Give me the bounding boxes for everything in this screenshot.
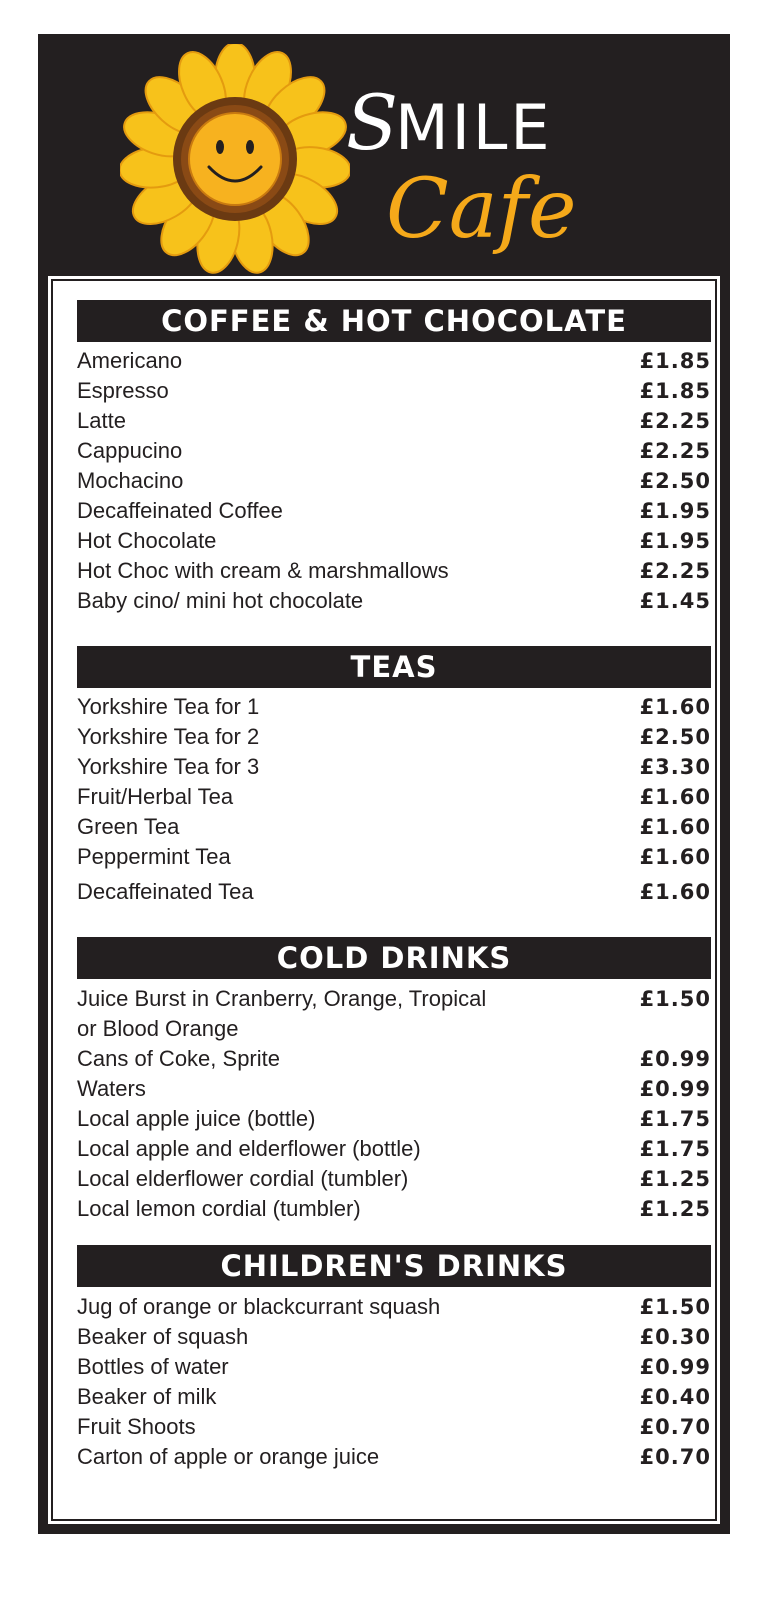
item-name: Yorkshire Tea for 1 bbox=[77, 694, 260, 719]
item-price: £0.40 bbox=[639, 1385, 711, 1409]
list-item bbox=[77, 376, 711, 406]
section-title-cold-drinks: COLD DRINKS bbox=[77, 937, 711, 979]
item-name: Beaker of milk bbox=[77, 1384, 217, 1409]
item-price: £1.60 bbox=[639, 695, 711, 719]
item-price: £2.50 bbox=[639, 725, 711, 749]
item-price: £0.70 bbox=[639, 1415, 711, 1439]
item-price: £3.30 bbox=[639, 755, 711, 779]
item-price: £1.25 bbox=[639, 1167, 711, 1191]
item-name: Hot Choc with cream & marshmallows bbox=[77, 558, 449, 583]
item-name: Hot Chocolate bbox=[77, 528, 217, 553]
item-price: £1.50 bbox=[639, 1295, 711, 1319]
item-name: Fruit/Herbal Tea bbox=[77, 784, 234, 809]
item-name: Decaffeinated Tea bbox=[77, 879, 254, 904]
item-price: £1.50 bbox=[639, 987, 711, 1011]
item-name: Beaker of squash bbox=[77, 1324, 249, 1349]
item-price: £1.95 bbox=[639, 499, 711, 523]
section-children-items bbox=[77, 1292, 711, 1472]
list-item bbox=[77, 1164, 711, 1194]
menu-card bbox=[38, 34, 730, 1534]
list-item bbox=[77, 496, 711, 526]
list-item bbox=[77, 1134, 711, 1164]
item-price: £1.60 bbox=[639, 785, 711, 809]
section-cold-items bbox=[77, 984, 711, 1224]
item-price: £1.85 bbox=[639, 349, 711, 373]
list-item bbox=[77, 1104, 711, 1134]
item-name: Bottles of water bbox=[77, 1354, 229, 1379]
list-item bbox=[77, 436, 711, 466]
list-item bbox=[77, 1442, 711, 1472]
item-name: Fruit Shoots bbox=[77, 1414, 196, 1439]
list-item bbox=[77, 1074, 711, 1104]
item-name: Espresso bbox=[77, 378, 169, 403]
list-item bbox=[77, 1412, 711, 1442]
brand-smile-rest: MILE bbox=[395, 91, 553, 164]
item-name: Yorkshire Tea for 3 bbox=[77, 754, 260, 779]
item-name: Latte bbox=[77, 408, 126, 433]
header bbox=[38, 34, 730, 274]
list-item bbox=[77, 1194, 711, 1224]
item-name: Cappucino bbox=[77, 438, 183, 463]
sunflower-smiley-icon bbox=[120, 44, 350, 274]
item-price: £1.75 bbox=[639, 1137, 711, 1161]
item-price: £0.99 bbox=[639, 1355, 711, 1379]
list-item bbox=[77, 877, 711, 907]
section-title-teas: TEAS bbox=[77, 646, 711, 688]
item-price: £2.50 bbox=[639, 469, 711, 493]
list-item bbox=[77, 556, 711, 586]
item-name: Local elderflower cordial (tumbler) bbox=[77, 1166, 409, 1191]
item-price: £0.30 bbox=[639, 1325, 711, 1349]
item-name: Local apple and elderflower (bottle) bbox=[77, 1136, 421, 1161]
item-price: £1.45 bbox=[639, 589, 711, 613]
item-price: £1.95 bbox=[639, 529, 711, 553]
item-name: Baby cino/ mini hot chocolate bbox=[77, 588, 364, 613]
item-price: £1.25 bbox=[639, 1197, 711, 1221]
list-item bbox=[77, 526, 711, 556]
list-item bbox=[77, 1292, 711, 1322]
item-name: Mochacino bbox=[77, 468, 184, 493]
item-name: Green Tea bbox=[77, 814, 180, 839]
section-coffee-items bbox=[77, 346, 711, 616]
list-item bbox=[77, 692, 711, 722]
item-name: Local lemon cordial (tumbler) bbox=[77, 1196, 361, 1221]
item-name: Peppermint Tea bbox=[77, 844, 231, 869]
item-name: Juice Burst in Cranberry, Orange, Tropical or Blood Orange bbox=[77, 986, 487, 1041]
list-item bbox=[77, 842, 711, 872]
item-price: £2.25 bbox=[639, 559, 711, 583]
item-name: Cans of Coke, Sprite bbox=[77, 1046, 280, 1071]
section-teas-items bbox=[77, 692, 711, 907]
item-name: Carton of apple or orange juice bbox=[77, 1444, 380, 1469]
list-item bbox=[77, 586, 711, 616]
item-price: £0.99 bbox=[639, 1047, 711, 1071]
list-item bbox=[77, 1352, 711, 1382]
item-name: Jug of orange or blackcurrant squash bbox=[77, 1294, 441, 1319]
list-item bbox=[77, 1044, 711, 1074]
item-price: £1.60 bbox=[639, 880, 711, 904]
item-name: Yorkshire Tea for 2 bbox=[77, 724, 260, 749]
item-price: £1.60 bbox=[639, 815, 711, 839]
item-price: £0.99 bbox=[639, 1077, 711, 1101]
item-name: Decaffeinated Coffee bbox=[77, 498, 283, 523]
item-price: £1.75 bbox=[639, 1107, 711, 1131]
list-item bbox=[77, 984, 711, 1044]
item-price: £1.85 bbox=[639, 379, 711, 403]
item-name: Local apple juice (bottle) bbox=[77, 1106, 316, 1131]
list-item bbox=[77, 722, 711, 752]
menu-panel bbox=[48, 276, 720, 1524]
item-price: £2.25 bbox=[639, 409, 711, 433]
item-name: Americano bbox=[77, 348, 183, 373]
item-price: £2.25 bbox=[639, 439, 711, 463]
list-item bbox=[77, 466, 711, 496]
list-item bbox=[77, 782, 711, 812]
section-title-coffee: COFFEE & HOT CHOCOLATE bbox=[77, 300, 711, 342]
list-item bbox=[77, 346, 711, 376]
list-item bbox=[77, 812, 711, 842]
brand-smile bbox=[346, 78, 553, 167]
brand-smile-initial: S bbox=[346, 78, 402, 167]
item-price: £1.60 bbox=[639, 845, 711, 869]
list-item bbox=[77, 406, 711, 436]
brand-cafe: Cafe bbox=[386, 162, 577, 257]
list-item bbox=[77, 1382, 711, 1412]
list-item bbox=[77, 1322, 711, 1352]
item-price: £0.70 bbox=[639, 1445, 711, 1469]
item-name: Waters bbox=[77, 1076, 146, 1101]
section-title-childrens-drinks: CHILDREN'S DRINKS bbox=[77, 1245, 711, 1287]
list-item bbox=[77, 752, 711, 782]
